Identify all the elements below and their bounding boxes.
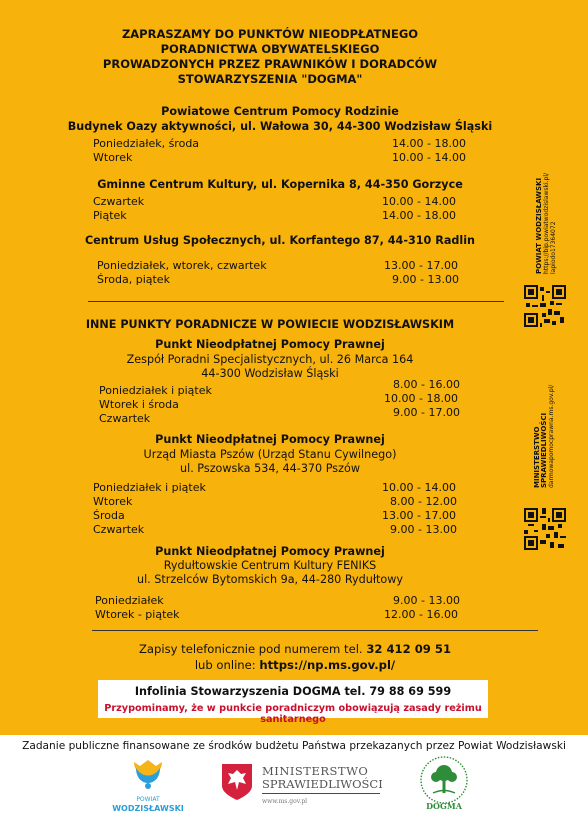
logo-text: POWIAT: [136, 796, 160, 803]
location-title: Gminne Centrum Kultury, ul. Kopernika 8, 44-350 Gorzyce: [97, 178, 463, 191]
location-address: Budynek Oazy aktywności, ul. Wałowa 30, 44-300 Wodzisław Śląski: [67, 120, 493, 133]
location-address: 44-300 Wodzisław Śląski: [201, 367, 339, 380]
side-title: SPRAWIEDLIWOŚCI: [540, 412, 548, 488]
dogma-logo: [415, 755, 473, 817]
schedule-days: Poniedziałek i piątek: [93, 481, 206, 494]
location-title: Punkt Nieodpłatnej Pomocy Prawnej: [155, 433, 385, 446]
schedule-days: Wtorek: [93, 495, 133, 508]
side-title: MINISTERSTWO: [533, 426, 541, 488]
logo-text: DOGMA: [426, 801, 462, 811]
schedule-hours: 10.00 - 14.00: [382, 481, 456, 494]
schedule-days: Czwartek: [93, 195, 145, 208]
schedule-hours: 13.00 - 17.00: [384, 259, 458, 272]
schedule-hours: 13.00 - 17.00: [382, 509, 456, 522]
schedule-days: Środa, piątek: [97, 273, 170, 286]
ministry-side-label: [534, 385, 555, 488]
signup-phone-label: Zapisy telefonicznie pod numerem tel.: [138, 642, 363, 656]
funding-note: Zadanie publiczne finansowane ze środków budżetu Państwa przekazanych przez Powiat Wodzisławski: [22, 740, 566, 752]
schedule-hours: 9.00 - 17.00: [393, 406, 460, 419]
schedule-hours: 14.00 - 18.00: [392, 137, 466, 150]
schedule-days: Czwartek: [93, 523, 145, 536]
schedule-hours: 8.00 - 16.00: [393, 378, 460, 391]
schedule-hours: 10.00 - 14.00: [382, 195, 456, 208]
heading-line: ZAPRASZAMY DO PUNKTÓW NIEODPŁATNEGO: [121, 27, 419, 41]
location-title: Centrum Usług Społecznych, ul. Korfantego 87, 44-310 Radlin: [84, 234, 476, 247]
schedule-days: Wtorek - piątek: [95, 608, 180, 621]
side-title: POWIAT WODZISŁAWSKI: [535, 177, 543, 274]
schedule-days: Poniedziałek, wtorek, czwartek: [97, 259, 267, 272]
ministry-logo: [222, 762, 392, 816]
side-url[interactable]: darmowapomocprawna.ms.gov.pl/: [548, 384, 555, 488]
divider: [88, 301, 504, 302]
location-title: Powiatowe Centrum Pomocy Rodzinie: [161, 105, 399, 118]
location-address: Zespół Poradni Specjalistycznych, ul. 26 Marca 164: [126, 353, 414, 366]
schedule-hours: 12.00 - 16.00: [384, 608, 458, 621]
logo-text: WODZISŁAWSKI: [112, 804, 184, 813]
powiat-side-label: [536, 173, 557, 274]
signup-online-line: [90, 657, 500, 673]
schedule-days: Czwartek: [99, 412, 151, 425]
tree-emblem-icon: [415, 755, 473, 805]
heading-line: STOWARZYSZENIA "DOGMA": [177, 72, 363, 86]
heading-line: PORADNICTWA OBYWATELSKIEGO: [160, 42, 380, 56]
powiat-emblem-icon: [112, 756, 184, 796]
schedule-days: Piątek: [93, 209, 127, 222]
logo-url: www.ms.gov.pl: [262, 798, 308, 805]
eagle-emblem-icon: [222, 764, 252, 800]
schedule-hours: 9.00 - 13.00: [390, 523, 457, 536]
signup-link[interactable]: https://np.ms.gov.pl/: [259, 658, 396, 672]
sanitary-notice: Przypominamy, że w punkcie poradniczym obowiązują zasady reżimu sanitarnego: [104, 703, 482, 725]
infoline-box: [98, 680, 488, 725]
schedule-days: Poniedziałek: [95, 594, 164, 607]
signup-info: [90, 641, 500, 673]
location-address: ul. Pszowska 534, 44-370 Pszów: [180, 462, 360, 475]
schedule-hours: 9.00 - 13.00: [393, 594, 460, 607]
divider: [92, 630, 538, 631]
logo-text: MINISTERSTWO: [262, 764, 369, 778]
qr-code-icon[interactable]: [524, 508, 566, 550]
signup-online-label: lub online:: [194, 658, 256, 672]
poster-heading: [60, 27, 480, 87]
qr-code-icon[interactable]: [524, 285, 566, 327]
location-address: ul. Strzelców Bytomskich 9a, 44-280 Rydułtowy: [136, 573, 404, 586]
phone-number[interactable]: 32 412 09 51: [366, 642, 452, 656]
side-url: lapiodo17364072: [550, 221, 557, 274]
location-title: Punkt Nieodpłatnej Pomocy Prawnej: [155, 545, 385, 558]
logo-rule: [262, 793, 380, 794]
infoline-text: Infolinia Stowarzyszenia DOGMA tel. 79 88 69 599: [134, 685, 452, 698]
schedule-days: Wtorek: [93, 151, 133, 164]
schedule-days: Wtorek i środa: [99, 398, 179, 411]
location-title: Punkt Nieodpłatnej Pomocy Prawnej: [155, 338, 385, 351]
schedule-days: Poniedziałek, środa: [93, 137, 200, 150]
section-title: INNE PUNKTY PORADNICZE W POWIECIE WODZISŁAWSKIM: [85, 318, 455, 331]
heading-line: PROWADZONYCH PRZEZ PRAWNIKÓW I DORADCÓW: [102, 57, 438, 71]
schedule-hours: 10.00 - 14.00: [392, 151, 466, 164]
schedule-hours: 8.00 - 12.00: [390, 495, 457, 508]
schedule-hours: 10.00 - 18.00: [384, 392, 458, 405]
schedule-hours: 9.00 - 13.00: [392, 273, 459, 286]
powiat-logo: [112, 756, 184, 818]
schedule-days: Poniedziałek i piątek: [99, 384, 212, 397]
location-address: Rydułtowskie Centrum Kultury FENIKS: [163, 559, 377, 572]
side-url[interactable]: https://bip.powiatwodzislawski.pl/: [543, 172, 550, 274]
logo-text: SPRAWIEDLIWOŚCI: [262, 777, 383, 791]
signup-phone-line: [90, 641, 500, 657]
location-address: Urząd Miasta Pszów (Urząd Stanu Cywilnego): [143, 448, 397, 461]
schedule-days: Środa: [93, 509, 125, 522]
schedule-hours: 14.00 - 18.00: [382, 209, 456, 222]
